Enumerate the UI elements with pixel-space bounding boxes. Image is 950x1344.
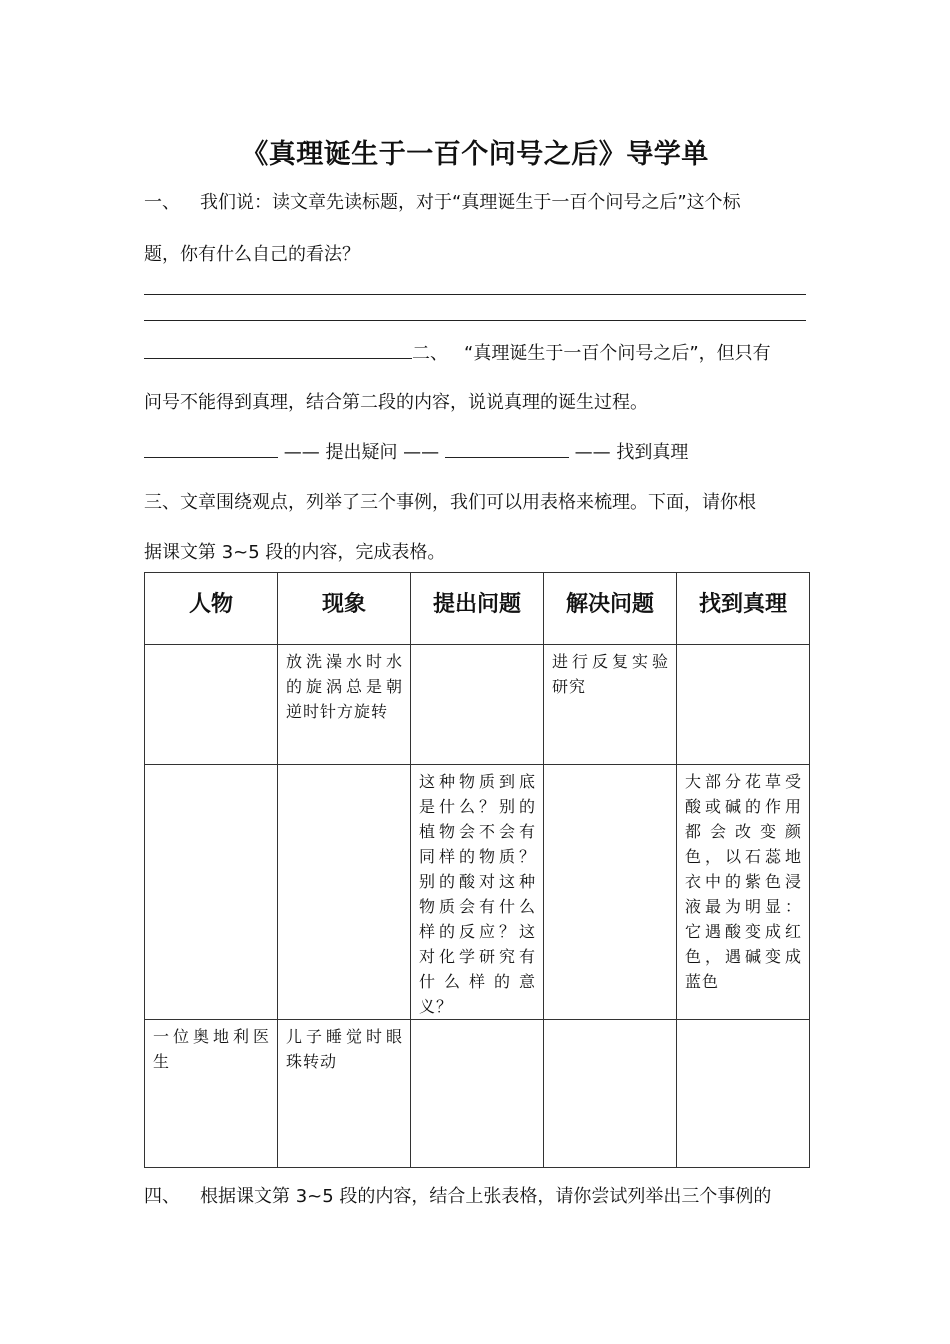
header-solve-problem: 解决问题 [544, 573, 677, 645]
header-person: 人物 [145, 573, 278, 645]
flow-blank-2[interactable] [445, 439, 569, 458]
flow-find-truth: —— 找到真理 [574, 442, 689, 463]
table-cell[interactable]: 放洗澡水时水的旋涡总是朝逆时针方旋转 [278, 645, 411, 765]
table-cell[interactable] [411, 1020, 544, 1168]
section4-question-line1 [144, 1182, 771, 1208]
table-cell[interactable] [145, 645, 278, 765]
flow-ask-question: —— 提出疑问 —— [283, 442, 440, 463]
section2-text-line1: “真理诞生于一百个问号之后”，但只有 [464, 343, 771, 364]
header-phenomenon: 现象 [278, 573, 411, 645]
section2-question-line2: 问号不能得到真理，结合第二段的内容，说说真理的诞生过程。 [144, 392, 648, 413]
table-header-row [145, 573, 810, 645]
table-cell[interactable]: 大部分花草受酸或碱的作用都会改变颜色，以石蕊地衣中的紫色浸液最为明显：它遇酸变成红色，遇碱变成蓝色 [677, 765, 810, 1020]
case-table [144, 572, 810, 1168]
table-cell[interactable] [544, 1020, 677, 1168]
table-cell[interactable] [145, 765, 278, 1020]
section4-number: 四、 [144, 1186, 180, 1207]
table-cell[interactable]: 进行反复实验研究 [544, 645, 677, 765]
flow-blank-1[interactable] [144, 439, 278, 458]
table-cell[interactable]: 一位奥地利医生 [145, 1020, 278, 1168]
truth-process-flow [144, 438, 688, 464]
section2-number: 二、 [412, 343, 448, 364]
header-ask-question: 提出问题 [411, 573, 544, 645]
header-find-truth: 找到真理 [677, 573, 810, 645]
section1-question-line1 [144, 188, 741, 214]
table-cell[interactable]: 这种物质到底是什么？别的植物会不会有同样的物质？别的酸对这种物质会有什么样的反应？这对化学研究有什么样的意义？ [411, 765, 544, 1020]
section1-number: 一、 [144, 192, 180, 213]
table-row [145, 1020, 810, 1168]
section3-question-line1: 三、文章围绕观点，列举了三个事例，我们可以用表格来梳理。下面，请你根 [144, 492, 756, 513]
section3-question-line2: 据课文第 3~5 段的内容，完成表格。 [144, 542, 446, 563]
table-row [145, 765, 810, 1020]
table-cell[interactable] [544, 765, 677, 1020]
table-cell[interactable] [677, 1020, 810, 1168]
table-cell[interactable] [677, 645, 810, 765]
answer-line[interactable] [144, 294, 806, 295]
answer-blank[interactable] [144, 340, 412, 359]
section4-text: 根据课文第 3~5 段的内容，结合上张表格，请你尝试列举出三个事例的 [200, 1186, 772, 1207]
table-row [145, 645, 810, 765]
section1-text-line1: 我们说：读文章先读标题，对于“真理诞生于一百个问号之后”这个标 [200, 192, 741, 213]
page-title: 《真理诞生于一百个问号之后》导学单 [241, 139, 709, 170]
answer-line[interactable] [144, 320, 806, 321]
table-cell[interactable] [278, 765, 411, 1020]
table-cell[interactable]: 儿子睡觉时眼珠转动 [278, 1020, 411, 1168]
table-cell[interactable] [411, 645, 544, 765]
section2-question-line1 [144, 339, 771, 365]
section1-question-line2: 题，你有什么自己的看法？ [144, 244, 360, 265]
